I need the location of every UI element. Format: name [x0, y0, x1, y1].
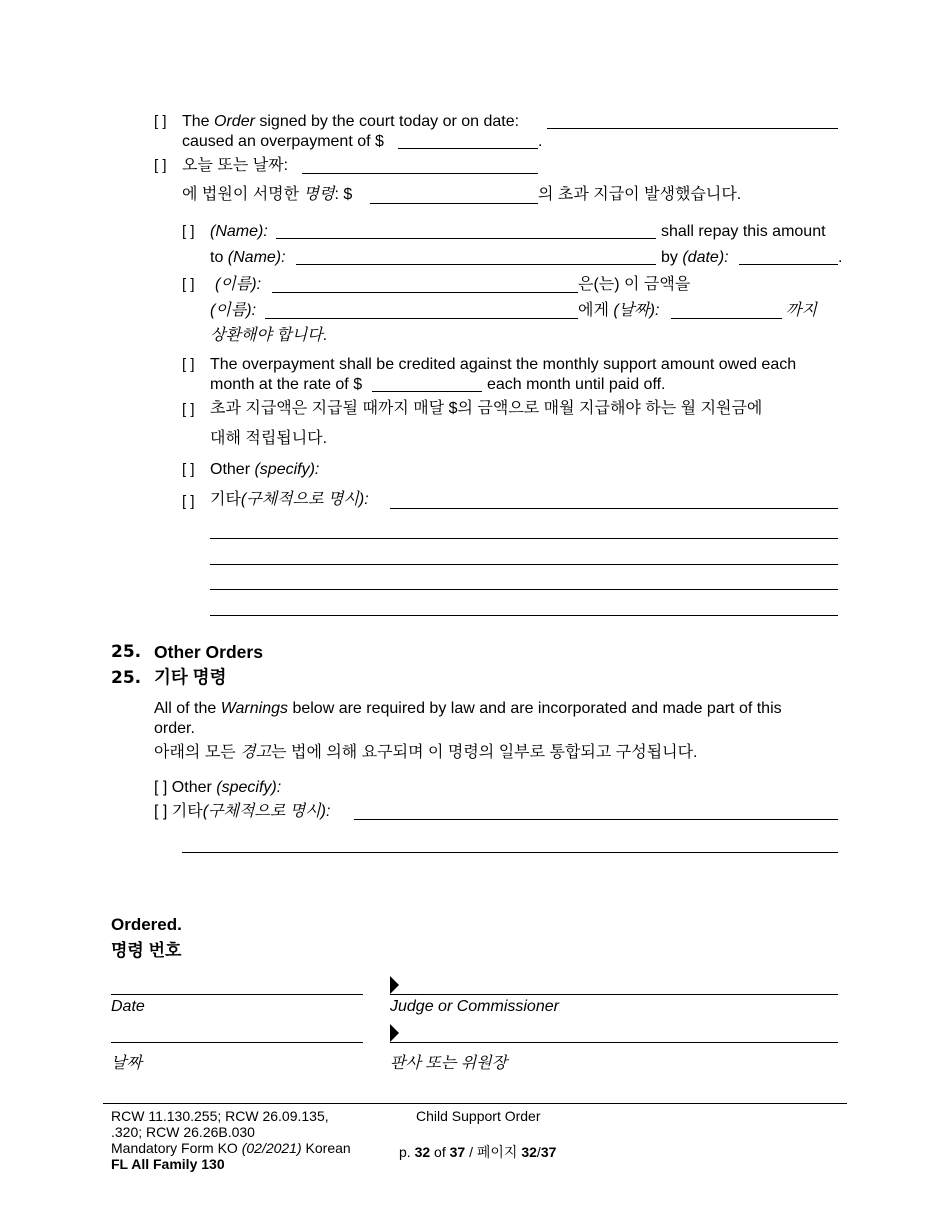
- repay-subject-ko: 은(는) 이 금액을: [578, 276, 691, 293]
- repay-name-field-en[interactable]: [276, 238, 656, 239]
- credit-text-en-2: month at the rate of $: [210, 376, 363, 393]
- credit-text-en-1: The overpayment shall be credited against the monthly support amount owed each: [210, 356, 797, 373]
- date-label-ko: 날짜: [111, 1055, 142, 1072]
- date-signature-line-ko[interactable]: [111, 1042, 363, 1043]
- other-line-2[interactable]: [210, 564, 838, 565]
- overpayment-amount-field-ko[interactable]: [370, 203, 538, 204]
- arrow-right-icon: [390, 1024, 399, 1042]
- credit-text-ko-1: 초과 지급액은 지급될 때까지 매달 $의 금액으로 매월 지급해야 하는 월 지원금에: [210, 400, 763, 417]
- order-date-field-en[interactable]: [547, 128, 838, 129]
- credit-text-en-3: each month until paid off.: [487, 376, 666, 393]
- checkbox-other-en[interactable]: [ ]: [182, 461, 195, 478]
- repay-until-ko: 까지: [786, 302, 817, 319]
- judge-signature-line[interactable]: [390, 994, 838, 995]
- credit-rate-field-en[interactable]: [372, 391, 482, 392]
- other-orders-en[interactable]: [ ] Other (specify):: [154, 779, 282, 796]
- other-line-4[interactable]: [210, 615, 838, 616]
- order-date-field-ko[interactable]: [302, 173, 538, 174]
- repay-shall-text: shall repay this amount: [661, 223, 826, 240]
- other-orders-line[interactable]: [182, 852, 838, 853]
- repay-by-label-en: by (date):: [661, 249, 729, 266]
- repay-name-field-ko[interactable]: [272, 292, 578, 293]
- repay-date-field-ko[interactable]: [671, 318, 782, 319]
- other-orders-field-ko[interactable]: [354, 819, 838, 820]
- order-date-text-ko: 오늘 또는 날짜:: [182, 157, 289, 174]
- other-label-en: Other (specify):: [210, 461, 320, 478]
- checkbox-repay-en[interactable]: [ ]: [182, 223, 195, 240]
- repay-to-field-ko[interactable]: [265, 318, 578, 319]
- checkbox-credit-ko[interactable]: [ ]: [182, 401, 195, 418]
- overpayment-text-ko-end: 의 초과 지급이 발생했습니다.: [538, 186, 742, 203]
- checkbox-repay-ko[interactable]: [ ]: [182, 276, 195, 293]
- footer-doc-title: Child Support Order: [416, 1108, 541, 1124]
- overpayment-amount-field-en[interactable]: [398, 148, 538, 149]
- overpayment-text-ko: 에 법원이 서명한 명령: $: [182, 186, 353, 203]
- judge-label-ko: 판사 또는 위원장: [390, 1055, 508, 1072]
- repay-name-label-ko: (이름):: [215, 276, 262, 293]
- repay-to-field-en[interactable]: [296, 264, 656, 265]
- other-line-3[interactable]: [210, 589, 838, 590]
- section-number-en: 25.: [111, 642, 142, 662]
- warnings-text-ko: 아래의 모든 경고는 법에 의해 요구되며 이 명령의 일부로 통합되고 구성됩니다.: [154, 744, 698, 761]
- checkbox-order-date-en[interactable]: [ ]: [154, 113, 167, 130]
- checkbox-credit-en[interactable]: [ ]: [182, 356, 195, 373]
- overpayment-text-en: caused an overpayment of $: [182, 133, 384, 150]
- checkbox-order-date-ko[interactable]: [ ]: [154, 157, 167, 174]
- ordered-ko: 명령 번호: [111, 941, 182, 960]
- repay-must-ko: 상환해야 합니다.: [210, 327, 328, 344]
- footer-rcw-1: RCW 11.130.255; RCW 26.09.135,: [111, 1108, 329, 1124]
- warnings-text-en: All of the Warnings below are required by law and are incorporated and made part of this: [154, 700, 782, 717]
- credit-text-ko-2: 대해 적립됩니다.: [210, 430, 328, 447]
- date-signature-line[interactable]: [111, 994, 363, 995]
- section-title-ko: 기타 명령: [154, 667, 227, 687]
- warnings-text-en-2: order.: [154, 720, 195, 737]
- date-label-en: Date: [111, 998, 145, 1015]
- order-date-text-en: The Order signed by the court today or on date:: [182, 113, 520, 130]
- footer-page-number: p. 32 of 37 / 페이지 32/37: [399, 1144, 557, 1160]
- footer-divider: [103, 1103, 847, 1104]
- judge-signature-line-ko[interactable]: [390, 1042, 838, 1043]
- period: .: [838, 249, 843, 266]
- footer-form: Mandatory Form KO (02/2021) Korean: [111, 1140, 351, 1156]
- repay-date-field-en[interactable]: [739, 264, 838, 265]
- footer-form-id: FL All Family 130: [111, 1156, 225, 1172]
- other-field-ko[interactable]: [390, 508, 838, 509]
- checkbox-other-ko[interactable]: [ ]: [182, 493, 195, 510]
- judge-label-en: Judge or Commissioner: [390, 998, 559, 1015]
- arrow-right-icon: [390, 976, 399, 994]
- other-label-ko: 기타(구체적으로 명시):: [210, 491, 369, 508]
- other-line-1[interactable]: [210, 538, 838, 539]
- repay-to-ko: 에게 (날짜):: [578, 302, 660, 319]
- period: .: [538, 133, 543, 150]
- repay-to-label-ko: (이름):: [210, 302, 257, 319]
- other-orders-ko[interactable]: [ ] 기타(구체적으로 명시):: [154, 803, 331, 820]
- section-title-en: Other Orders: [154, 642, 263, 662]
- footer-rcw-2: .320; RCW 26.26B.030: [111, 1124, 255, 1140]
- ordered-en: Ordered.: [111, 915, 182, 934]
- repay-to-label-en: to (Name):: [210, 249, 286, 266]
- repay-name-label-en: (Name):: [210, 223, 268, 240]
- section-number-ko: 25.: [111, 668, 142, 688]
